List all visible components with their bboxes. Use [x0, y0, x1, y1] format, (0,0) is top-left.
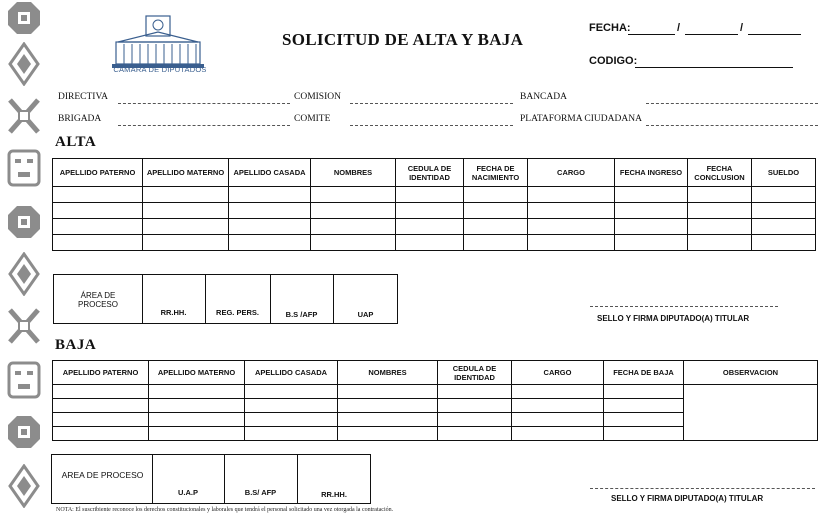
alta-signature-label: SELLO Y FIRMA DIPUTADO(A) TITULAR — [597, 314, 750, 323]
alta-table — [52, 158, 816, 251]
fecha-year-field[interactable] — [748, 34, 801, 35]
alta-col-nombres: NOMBRES — [311, 159, 396, 187]
diamond-pattern-icon — [6, 42, 42, 86]
directiva-field[interactable] — [118, 103, 290, 104]
comite-field[interactable] — [350, 125, 513, 126]
decorative-sidebar — [0, 0, 48, 519]
alta-section-title: ALTA — [55, 134, 97, 150]
baja-signature-line[interactable] — [590, 488, 815, 489]
comision-label: COMISION — [294, 92, 341, 102]
baja-area-label: AREA DE PROCESO — [61, 470, 144, 480]
alta-area-rrhh[interactable]: RR.HH. — [160, 308, 187, 317]
baja-col-cedula: CEDULA DE IDENTIDAD — [438, 361, 512, 385]
octagon-pattern-icon — [6, 0, 42, 36]
baja-table — [52, 360, 818, 441]
baja-observacion-cell[interactable] — [684, 385, 818, 441]
fecha-sep-1: / — [677, 22, 681, 34]
table-row[interactable] — [53, 235, 816, 251]
alta-col-fecha-conclusion: FECHA CONCLUSION — [688, 159, 752, 187]
codigo-label: CODIGO: — [589, 55, 638, 67]
table-row[interactable] — [53, 219, 816, 235]
octagon-pattern-icon — [6, 414, 42, 450]
fecha-label: FECHA: — [589, 22, 631, 34]
alta-signature-line[interactable] — [590, 306, 778, 307]
baja-col-apellido-paterno: APELLIDO PATERNO — [53, 361, 149, 385]
alta-area-bs-afp[interactable]: B.S /AFP — [285, 310, 318, 319]
logo-caption: CÁMARA DE DIPUTADOS — [113, 65, 207, 74]
alta-col-cargo: CARGO — [528, 159, 615, 187]
comision-field[interactable] — [350, 103, 513, 104]
alta-col-apellido-materno: APELLIDO MATERNO — [143, 159, 229, 187]
codigo-field[interactable] — [635, 67, 793, 68]
plataforma-field[interactable] — [646, 125, 818, 126]
baja-col-apellido-casada: APELLIDO CASADA — [245, 361, 338, 385]
alta-col-apellido-paterno: APELLIDO PATERNO — [53, 159, 143, 187]
table-row[interactable] — [53, 385, 818, 399]
fecha-sep-2: / — [740, 22, 744, 34]
baja-col-observacion: OBSERVACION — [684, 361, 818, 385]
table-row[interactable] — [53, 187, 816, 203]
baja-area-bs-afp[interactable]: B.S/ AFP — [244, 488, 277, 497]
alta-col-fecha-nacimiento: FECHA DE NACIMIENTO — [464, 159, 528, 187]
footer-note: NOTA: El suscribiente reconoce los derechos constitucionales y laborales que tendrá el personal solicitado una vez otorgada la contratación. — [56, 507, 394, 513]
octagon-pattern-icon — [6, 204, 42, 240]
alta-col-sueldo: SUELDO — [752, 159, 816, 187]
alta-area-uap[interactable]: UAP — [357, 310, 374, 319]
baja-col-fecha-baja: FECHA DE BAJA — [604, 361, 684, 385]
plataforma-label: PLATAFORMA CIUDADANA — [520, 114, 642, 124]
table-row[interactable] — [53, 203, 816, 219]
bancada-label: BANCADA — [520, 92, 567, 102]
form-title: SOLICITUD DE ALTA Y BAJA — [282, 30, 524, 49]
fecha-day-field[interactable] — [628, 34, 675, 35]
baja-col-cargo: CARGO — [512, 361, 604, 385]
alta-area-label: ÁREA DE PROCESO — [77, 291, 118, 309]
diamond-pattern-icon — [6, 252, 42, 296]
brigada-field[interactable] — [118, 125, 290, 126]
baja-area-rrhh[interactable]: RR.HH. — [321, 490, 347, 499]
alta-col-cedula: CEDULA DE IDENTIDAD — [396, 159, 464, 187]
alta-col-apellido-casada: APELLIDO CASADA — [229, 159, 311, 187]
cross-knot-icon — [6, 306, 42, 346]
baja-signature-label: SELLO Y FIRMA DIPUTADO(A) TITULAR — [611, 494, 764, 503]
face-mask-icon — [6, 148, 42, 188]
baja-area-uap[interactable]: U.A.P — [177, 488, 198, 497]
diamond-pattern-icon — [6, 464, 42, 508]
baja-col-nombres: NOMBRES — [338, 361, 438, 385]
alta-area-reg-pers[interactable]: REG. PERS. — [216, 308, 259, 317]
cross-knot-icon — [6, 96, 42, 136]
alta-col-fecha-ingreso: FECHA INGRESO — [615, 159, 688, 187]
baja-col-apellido-materno: APELLIDO MATERNO — [149, 361, 245, 385]
face-mask-icon — [6, 360, 42, 400]
fecha-month-field[interactable] — [685, 34, 738, 35]
directiva-label: DIRECTIVA — [58, 92, 108, 102]
comite-label: COMITE — [294, 114, 331, 124]
baja-section-title: BAJA — [55, 337, 97, 353]
bancada-field[interactable] — [646, 103, 818, 104]
brigada-label: BRIGADA — [58, 114, 102, 124]
